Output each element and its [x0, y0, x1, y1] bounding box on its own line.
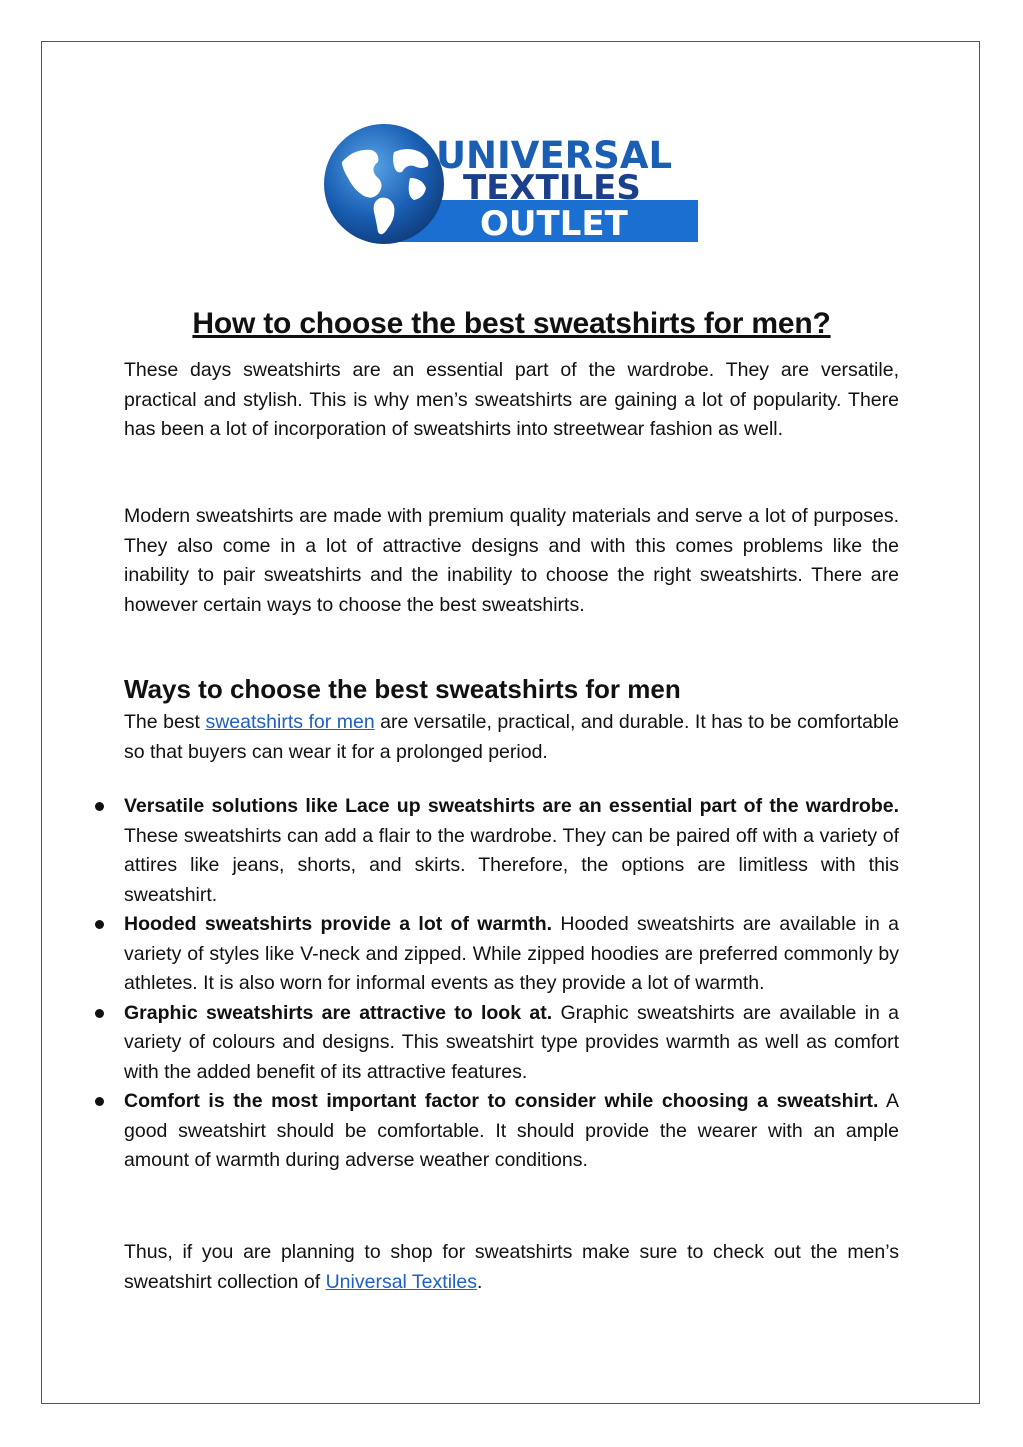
- section-intro-text-end: are versatile, practical, and durable. It has to be comfortable so that buyers can wear it for a prolonged period.: [124, 711, 899, 763]
- intro-paragraph: These days sweatshirts are an essential part of the wardrobe. They are versatile, practical and stylish. This is why men’s sweatshirts are gaining a lot of popularity. There has been a lot of incorporation of sweatshirts into streetwear fashion as well.: [124, 359, 899, 440]
- bullet-icon: [95, 802, 104, 811]
- section-heading: Ways to choose the best sweatshirts for men: [124, 674, 681, 704]
- second-paragraph: Modern sweatshirts are made with premium quality materials and serve a lot of purposes. They also come in a lot of attractive designs and with this comes problems like the inability to pair sweatshirts and the inability to choose the right sweatshirts. There are however certain ways to choose the best sweatshirts.: [124, 505, 899, 616]
- list-item-text: Hooded sweatshirts are available in a variety of styles like V-neck and zipped. While zipped hoodies are preferred commonly by athletes. It is also worn for informal events as they provide a lot of warmth.: [124, 913, 899, 994]
- bullet-icon: [95, 1097, 104, 1106]
- tips-list: [94, 792, 899, 1176]
- logo-line3: OUTLET: [480, 204, 628, 244]
- list-item: [94, 999, 899, 1088]
- bullet-icon: [95, 1009, 104, 1018]
- logo-line1: UNIVERSAL: [436, 134, 673, 177]
- list-item-text: These sweatshirts can add a flair to the wardrobe. They can be paired off with a variety of attires like jeans, shorts, and skirts. Therefore, the options are limitless with this sweatshirt.: [124, 824, 899, 906]
- list-item: [94, 792, 899, 910]
- list-item-bold: Comfort is the most important factor to consider while choosing a sweatshirt.: [124, 1090, 879, 1112]
- list-item-text: A good sweatshirt should be comfortable. It should provide the wearer with an ample amount of warmth during adverse weather conditions.: [124, 1090, 899, 1171]
- list-item: [94, 910, 899, 999]
- universal-textiles-outlet-logo: [322, 122, 700, 246]
- section-intro: [124, 708, 899, 767]
- list-item-bold: Versatile solutions like Lace up sweatshirts are an essential part of the wardrobe.: [124, 795, 899, 817]
- logo-line2: TEXTILES: [463, 168, 641, 208]
- list-item-text: Graphic sweatshirts are available in a variety of colours and designs. This sweatshirt type provides warmth as well as comfort with the added benefit of its attractive features.: [124, 1001, 899, 1083]
- sweatshirts-for-men-link[interactable]: sweatshirts for men: [205, 711, 375, 733]
- bullet-icon: [95, 920, 104, 929]
- closing-text-end: .: [476, 1270, 483, 1293]
- section-intro-text-start: The best: [124, 711, 206, 733]
- closing-paragraph: [124, 1238, 899, 1297]
- page-title: How to choose the best sweatshirts for men?: [192, 307, 831, 341]
- list-item: [94, 1087, 899, 1176]
- universal-textiles-link[interactable]: Universal Textiles: [325, 1270, 477, 1293]
- closing-text-start: Thus, if you are planning to shop for sweatshirts make sure to check out the men’s sweatshirt collection of: [124, 1241, 899, 1293]
- list-item-bold: Hooded sweatshirts provide a lot of warmth.: [124, 913, 553, 935]
- list-item-bold: Graphic sweatshirts are attractive to look at.: [124, 1001, 553, 1024]
